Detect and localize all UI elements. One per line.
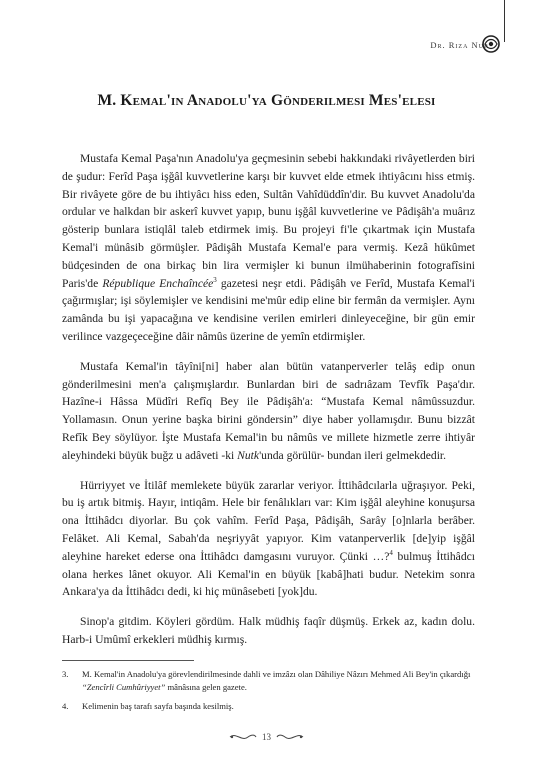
paragraph-1	[62, 150, 475, 346]
footnote-3-text-a: M. Kemal'in Anadolu'ya görevlendirilmesinde dahli ve imzâzı olan Dâhiliye Nâzırı Mehmed Ali Bey'in çıkardığı	[82, 669, 471, 679]
footnote-ref-4[interactable]: 4	[389, 548, 393, 557]
footnote-number: 4.	[62, 701, 69, 711]
paragraph-3-text-a: Hürriyyet ve İtilâf memlekete büyük zararlar veriyor. İttihâdcılarla uğraşıyor. Peki, bu iş artık bitmiş. Hayır, intiqâm. Hele bir fenâlıkları var: Kim işğâl aleyhine konuşursa ona İttihâdcı diyorlar. Bu çok vahîm. Ferîd Paşa, Pâdişâh, Sarây [o]nlarla berâber. Felâket. Ali Kemal, Sabah'da neşriyyât yapıyor. Kim vatanperverlik [de]yip işğâl aleyhine hareket ederse ona İttihâdcı damgasını vuruyor. Çünki …?	[62, 478, 475, 563]
ornament-icon	[275, 732, 305, 742]
ornament-icon	[479, 32, 503, 56]
ornament-icon	[228, 732, 258, 742]
footnote-3-italic: “Zencîrli Cumhûriyyet”	[82, 682, 166, 692]
footnote-4	[62, 700, 475, 713]
newspaper-title: République Enchaîncée	[102, 276, 214, 290]
paragraph-2-text-b: 'unda görülür- bundan ileri gelmekdedir.	[259, 448, 447, 462]
footnote-3-text-b: mânâsına gelen gazete.	[165, 682, 247, 692]
footnote-text: Kelimenin baş tarafı sayfa başında kesilmiş.	[82, 701, 234, 711]
paragraph-4: Sinop'a gitdim. Köyleri gördüm. Halk müdhiş faqîr düşmüş. Erkek az, kadın dolu. Harb-i Umûmî erkekleri müdhiş kırmış.	[62, 615, 475, 646]
running-head: Dr. Rıza Nur	[430, 40, 489, 50]
paragraph-2-text-a: Mustafa Kemal'in tâyîni[ni] haber alan bütün vatanperverler telâş edip onun gönderilmesini men'a çalışmışlardır. Bunlardan biri de sadrıâzam Tevfîk Paşa'dır. Hazîne-i Hâssa Müdîri Refîq Bey ile Pâdişâh'a: “Mustafa Kemal nâmûssuzdur. Yollamasın. Onun yerine başka birini göndersin” diye haber yollamışdır. Bunu bizzât Refîk Bey söylüyor. İşte Mustafa Kemal'in bu nâmûs ve millete hizmetle zerre ihtiyâr aleyhindeki büyük buğz u adâveti -ki	[62, 359, 475, 462]
body-text	[62, 150, 475, 661]
nutk-title: Nutk	[237, 448, 260, 462]
page-number: 13	[262, 732, 271, 742]
footnote-number: 3.	[62, 669, 69, 679]
page-footer	[0, 732, 533, 742]
footnote-rule	[62, 660, 194, 661]
paragraph-2	[62, 358, 475, 465]
header-rule	[504, 0, 505, 42]
paragraph-1-text-b: gazetesi neşr etdi. Pâdişâh ve Ferîd, Mustafa Kemal'i çağırmışlar; işi söylemişler ve kendisini me'mûr edip eline bir fermân da vermişler. Aynı zamânda bu işi yapacağına ve kendisine verilen emirleri dinleyeceğine, bir gün emir verilince vazgeçeceğine dâir nâmûs üzerine de yemîn etdirmişler.	[62, 276, 475, 343]
footnotes	[62, 668, 475, 719]
chapter-title: M. Kemal'in Anadolu'ya Gönderilmesi Mes'elesi	[97, 92, 436, 109]
paragraph-3	[62, 477, 475, 602]
footnote-ref-3[interactable]: 3	[213, 275, 217, 284]
footnote-text	[82, 668, 475, 694]
footnote-3	[62, 668, 475, 694]
paragraph-1-text-a: Mustafa Kemal Paşa'nın Anadolu'ya geçmesinin sebebi hakkındaki rivâyetlerden biri de şudur: Ferîd Paşa işğâl kuvvetlerine karşı bir kuvvet elde etmek ihtiyâcını hiss etmiş. Bir rivâyete göre de bu ihtiyâcı hiss eden, Sultân Vahîdüddîn'dir. Bu kuvvet Anadolu'da ordular ve halkdan bir askerî kuvvet yapıp, bunu işğâl kuvvetlerine ve Pâdişâh'a muârız gösterip bunlara istiqlâl taleb etdirmek imiş. Bu projeyi fi'le çıkartmak için Mustafa Kemal'i münâsib görmüşler. Pâdişâh Mustafa Kemal'e para vermiş. Kezâ hükûmet büdçesinden de ona birkaç bin lira vermişler ki bunun ilmühaberinin fotografîsini Paris'de	[62, 152, 475, 290]
paragraph-3-text-b: bulmuş İttihâdcı olana herkes lânet okuyor. Ali Kemal'in en büyük [kabâ]hati budur. Netekim sonra Ankara'ya da İttihâdcı dedi, ki hiç münâsebeti [yok]du.	[62, 549, 475, 599]
